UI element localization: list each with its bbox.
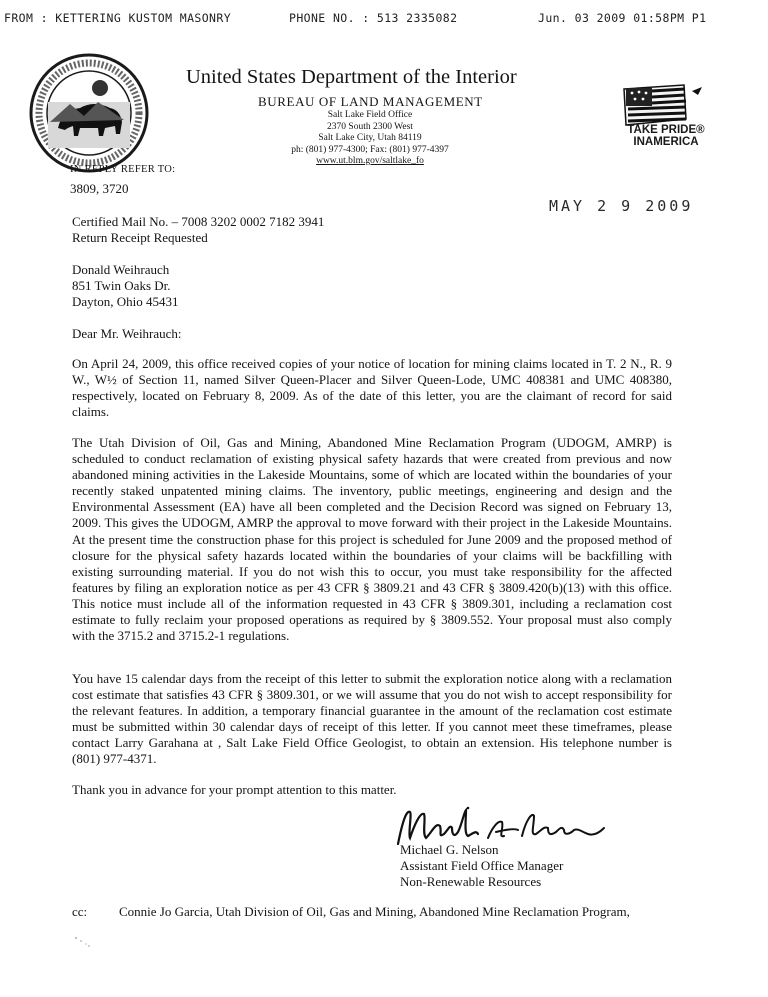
return-receipt: Return Receipt Requested bbox=[72, 230, 208, 245]
cc-line bbox=[72, 904, 672, 920]
body-paragraph: You have 15 calendar days from the receipt of this letter to submit the exploration notice along with a reclamation cost estimate that satisfies 43 CFR § 3809.301, or we will assume that you do not wish to accept responsibility for the relevant features. In addition, a temporary financial guarantee in the amount of the reclamation cost estimate must be submitted within 30 calendar days of receipt of this letter. If you cannot meet these timeframes, please contact Larry Garahana at , Salt Lake Field Office Geologist, to obtain an extension. His telephone number is (801) 977-4371. bbox=[72, 671, 672, 767]
bureau-name: BUREAU OF LAND MANAGEMENT bbox=[258, 94, 483, 109]
recipient-street: 851 Twin Oaks Dr. bbox=[72, 278, 171, 293]
body-paragraph: The Utah Division of Oil, Gas and Mining, Abandoned Mine Reclamation Program (UDOGM, AMRP) is scheduled to conduct reclamation of existing physical safety hazards that were created from previous and now abandoned mining activities in the Lakeside Mountains, some of which are located within the boundaries of your recently staked unpatented mining claims. The inventory, public meetings, engineering and design and the Environmental Assessment (EA) have all been completed and the Decision Record was signed on February 13, 2009. This gives the UDOGM, AMRP the approval to move forward with their project in the Lakeside Mountains. At the present time the construction phase for this project is scheduled for June 2009 and the proposed method of closure for the physical safety hazards located within the boundaries of your claims will be backfilling with existing surrounding material. If you do not wish this to occur, you must take responsibility for the affected features by filing an exploration notice as per 43 CFR § 3809.21 and 43 CFR § 3809.420(b)(13) with this office. This notice must include all of the information requested in 43 CFR § 3809.301, including a reclamation cost estimate to fully reclaim your proposed operations as required by § 3809.552. Your proposal must also comply with the 3715.2 and 3715.2-1 regulations. bbox=[72, 435, 672, 644]
take-pride-logo-text bbox=[610, 124, 722, 148]
cc-label: cc: bbox=[72, 904, 88, 919]
signer-name: Michael G. Nelson bbox=[400, 842, 499, 857]
logo-line-2: INAMERICA bbox=[633, 136, 699, 148]
office-city: Salt Lake City, Utah 84119 bbox=[318, 133, 422, 143]
date-stamp: MAY 2 9 2009 bbox=[549, 197, 694, 215]
office-address bbox=[260, 110, 480, 168]
reply-refer-label: IN REPLY REFER TO: bbox=[70, 164, 176, 175]
reply-refer-codes: 3809, 3720 bbox=[70, 181, 129, 196]
cc-recipient: Connie Jo Garcia, Utah Division of Oil, Gas and Mining, Abandoned Mine Reclamation Program, bbox=[119, 904, 630, 919]
signer-title: Assistant Field Office Manager bbox=[400, 858, 564, 873]
office-name: Salt Lake Field Office bbox=[327, 110, 413, 120]
salutation: Dear Mr. Weihrauch: bbox=[72, 326, 182, 341]
closing-line: Thank you in advance for your prompt attention to this matter. bbox=[72, 782, 397, 797]
signer-division: Non-Renewable Resources bbox=[400, 874, 542, 889]
certified-mail-number: Certified Mail No. – 7008 3202 0002 7182 3941 bbox=[72, 214, 325, 229]
fax-datetime: Jun. 03 2009 01:58PM P1 bbox=[538, 11, 707, 25]
department-of-the-interior-seal-icon bbox=[28, 52, 150, 174]
scan-noise-icon bbox=[72, 935, 102, 949]
agency-title: United States Department of the Interior bbox=[186, 66, 517, 88]
office-phone-fax: ph: (801) 977-4300; Fax: (801) 977-4397 bbox=[291, 144, 449, 155]
office-street: 2370 South 2300 West bbox=[327, 121, 413, 132]
fax-sender: FROM : KETTERING KUSTOM MASONRY bbox=[4, 11, 232, 25]
recipient-city: Dayton, Ohio 45431 bbox=[72, 294, 179, 309]
logo-line-1: TAKE PRIDE® bbox=[627, 124, 705, 136]
signature-block bbox=[400, 842, 563, 890]
recipient-name: Donald Weihrauch bbox=[72, 262, 170, 277]
office-website: www.ut.blm.gov/saltlake_fo bbox=[316, 156, 424, 166]
fax-phone: PHONE NO. : 513 2335082 bbox=[289, 11, 458, 25]
body-paragraph: On April 24, 2009, this office received copies of your notice of location for mining claims located in T. 2 N., R. 9 W., W½ of Section 11, named Silver Queen-Placer and Silver Queen-Lode, UMC 408381 and UMC 408380, respectively, located on February 8, 2009. As of the date of this letter, you are the claimant of record for said claims. bbox=[72, 356, 672, 420]
